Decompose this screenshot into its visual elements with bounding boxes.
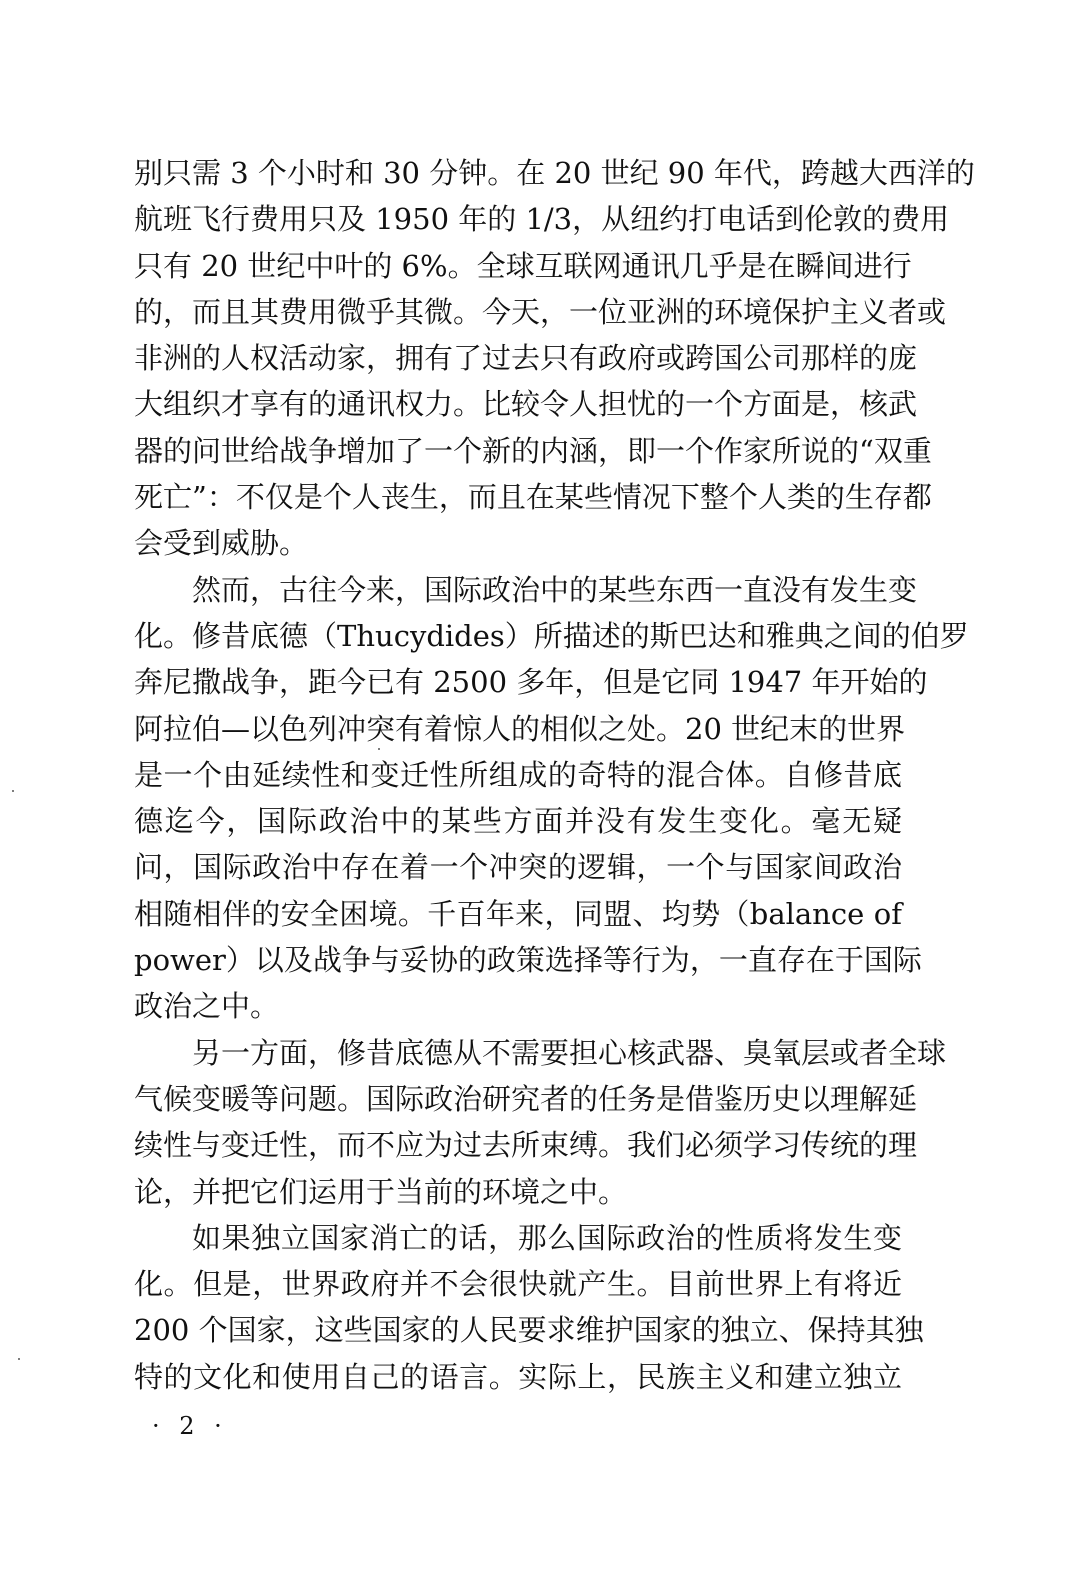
text-line: 器的问世给战争增加了一个新的内涵，即一个作家所说的“双重: [134, 433, 932, 468]
text-line: 化。修昔底德（Thucydides）所描述的斯巴达和雅典之间的伯罗: [134, 618, 969, 653]
text-line: 德迄今，国际政治中的某些方面并没有发生变化。毫无疑: [134, 804, 902, 839]
text-line: 只有 20 世纪中叶的 6%。全球互联网通讯几乎是在瞬间进行: [134, 248, 912, 283]
text-line: 奔尼撒战争，距今已有 2500 多年，但是它同 1947 年开始的: [134, 665, 928, 700]
text-line: 相随相伴的安全困境。千百年来，同盟、均势（balance of: [134, 896, 902, 931]
text-line: 然而，古往今来，国际政治中的某些东西一直没有发生变: [192, 572, 918, 607]
text-line: 特的文化和使用自己的语言。实际上，民族主义和建立独立: [134, 1359, 902, 1394]
text-line: 气候变暖等问题。国际政治研究者的任务是借鉴历史以理解延: [134, 1081, 918, 1116]
text-line: 别只需 3 个小时和 30 分钟。在 20 世纪 90 年代，跨越大西洋的: [134, 156, 975, 190]
text-line: 非洲的人权活动家，拥有了过去只有政府或跨国公司那样的庞: [134, 341, 918, 376]
text-line: 航班飞行费用只及 1950 年的 1/3，从纽约打电话到伦敦的费用: [134, 202, 950, 237]
page-number: · 2 ·: [152, 1412, 228, 1440]
text-line: 阿拉伯—以色列冲突有着惊人的相似之处。20 世纪末的世界: [134, 711, 906, 746]
body-text: [134, 150, 975, 1400]
scan-speck: [12, 790, 14, 792]
text-line: power）以及战争与妥协的政策选择等行为，一直存在于国际: [134, 943, 922, 978]
text-line: 是一个由延续性和变迁性所组成的奇特的混合体。自修昔底: [134, 757, 902, 792]
text-line: 化。但是，世界政府并不会很快就产生。目前世界上有将近: [134, 1267, 902, 1302]
text-line: 200 个国家，这些国家的人民要求维护国家的独立、保持其独: [134, 1313, 924, 1348]
text-line: 会受到威胁。: [134, 526, 309, 561]
text-line: 如果独立国家消亡的话，那么国际政治的性质将发生变: [192, 1220, 902, 1255]
text-line: 死亡”：不仅是个人丧生，而且在某些情况下整个人类的生存都: [134, 480, 932, 515]
text-line: 另一方面，修昔底德从不需要担心核武器、臭氧层或者全球: [192, 1035, 947, 1070]
text-line: 论，并把它们运用于当前的环境之中。: [134, 1174, 628, 1209]
text-line: 的，而且其费用微乎其微。今天，一位亚洲的环境保护主义者或: [134, 294, 947, 329]
text-line: 问，国际政治中存在着一个冲突的逻辑，一个与国家间政治: [134, 850, 902, 885]
scan-speck: [18, 1358, 20, 1360]
text-line: 政治之中。: [134, 989, 280, 1024]
text-line: 大组织才享有的通讯权力。比较令人担忧的一个方面是，核武: [134, 387, 918, 422]
scan-speck: [378, 748, 380, 750]
text-line: 续性与变迁性，而不应为过去所束缚。我们必须学习传统的理: [134, 1128, 918, 1163]
